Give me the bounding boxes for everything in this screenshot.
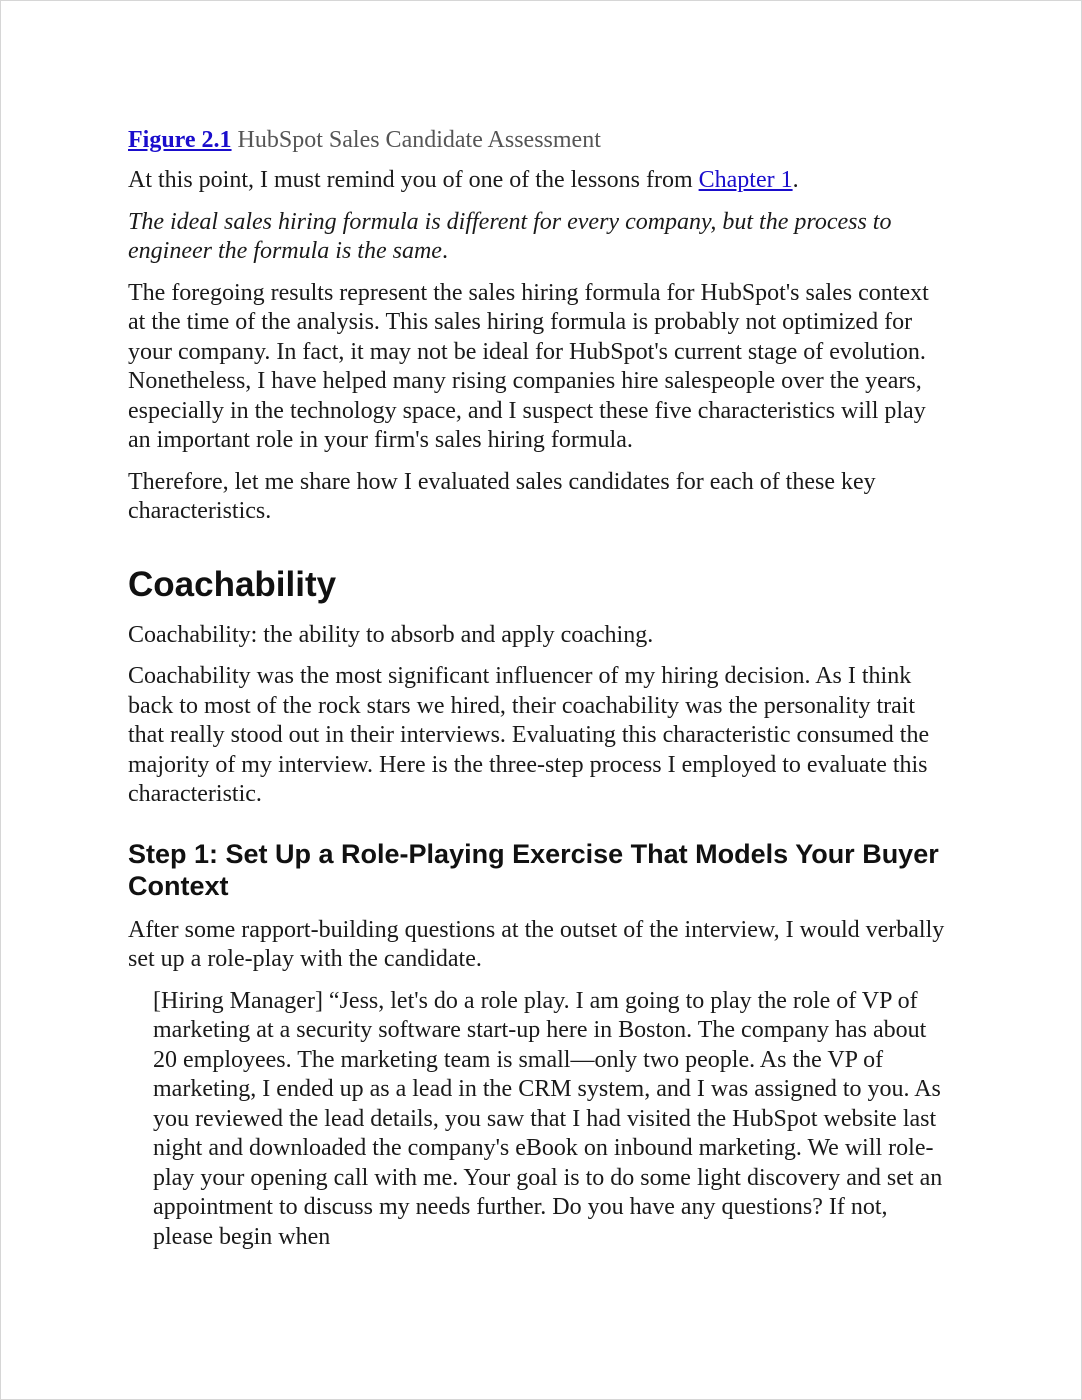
paragraph-therefore: Therefore, let me share how I evaluated sales candidates for each of these key characteristics. bbox=[128, 468, 876, 524]
subsection-heading-step1: Step 1: Set Up a Role-Playing Exercise That Models Your Buyer Context bbox=[128, 838, 939, 901]
paragraph-lessons bbox=[128, 166, 948, 196]
figure-caption bbox=[128, 124, 948, 156]
blockquote-text: [Hiring Manager] “Jess, let's do a role play. I am going to play the role of VP of marketing at a security software start-up here in Boston. The company has about 20 employees. The marketing team is small—only two people. As the VP of marketing, I ended up as a lead in the CRM system, and I was assigned to you. As you reviewed the lead details, you saw that I had visited the HubSpot website last night and downloaded the company's eBook on inbound marketing. We will role-play your opening call with me. Your goal is to do some light discovery and set an appointment to discuss my needs further. Do you have any questions? If not, please begin when bbox=[153, 987, 943, 1250]
paragraph-lessons-after: . bbox=[792, 167, 799, 193]
formula-period: . bbox=[441, 238, 448, 264]
formula-quote: The ideal sales hiring formula is different for every company, but the process to engineer the formula is the same bbox=[128, 208, 892, 264]
roleplay-blockquote bbox=[153, 987, 943, 1250]
paragraph-rapport: After some rapport-building questions at the outset of the interview, I would verbally set up a role-play with the candidate. bbox=[128, 916, 945, 972]
chapter-link[interactable]: Chapter 1 bbox=[698, 167, 793, 193]
paragraph-definition: Coachability: the ability to absorb and apply coaching. bbox=[128, 621, 654, 648]
paragraph-lessons-before: At this point, I must remind you of one of the lessons from bbox=[128, 167, 699, 193]
section-heading-coachability: Coachability bbox=[128, 564, 337, 604]
figure-caption-text: HubSpot Sales Candidate Assessment bbox=[231, 127, 601, 153]
figure-link[interactable]: Figure 2.1 bbox=[128, 127, 232, 153]
document-body bbox=[128, 124, 948, 1250]
paragraph-formula bbox=[128, 208, 948, 267]
paragraph-coachability: Coachability was the most significant influencer of my hiring decision. As I think back to most of the rock stars we hired, their coachability was the personality trait that really stood out in their interviews. Evaluating this characteristic consumed the majority of my interview. Here is the three-step process I employed to evaluate this characteristic. bbox=[128, 663, 930, 807]
paragraph-foregoing: The foregoing results represent the sales hiring formula for HubSpot's sales context at the time of the analysis. This sales hiring formula is probably not optimized for your company. In fact, it may not be ideal for HubSpot's current stage of evolution. Nonetheless, I have helped many rising companies hire salespeople over the years, especially in the technology space, and I suspect these five characteristics will play an important role in your firm's sales hiring formula. bbox=[128, 279, 929, 453]
